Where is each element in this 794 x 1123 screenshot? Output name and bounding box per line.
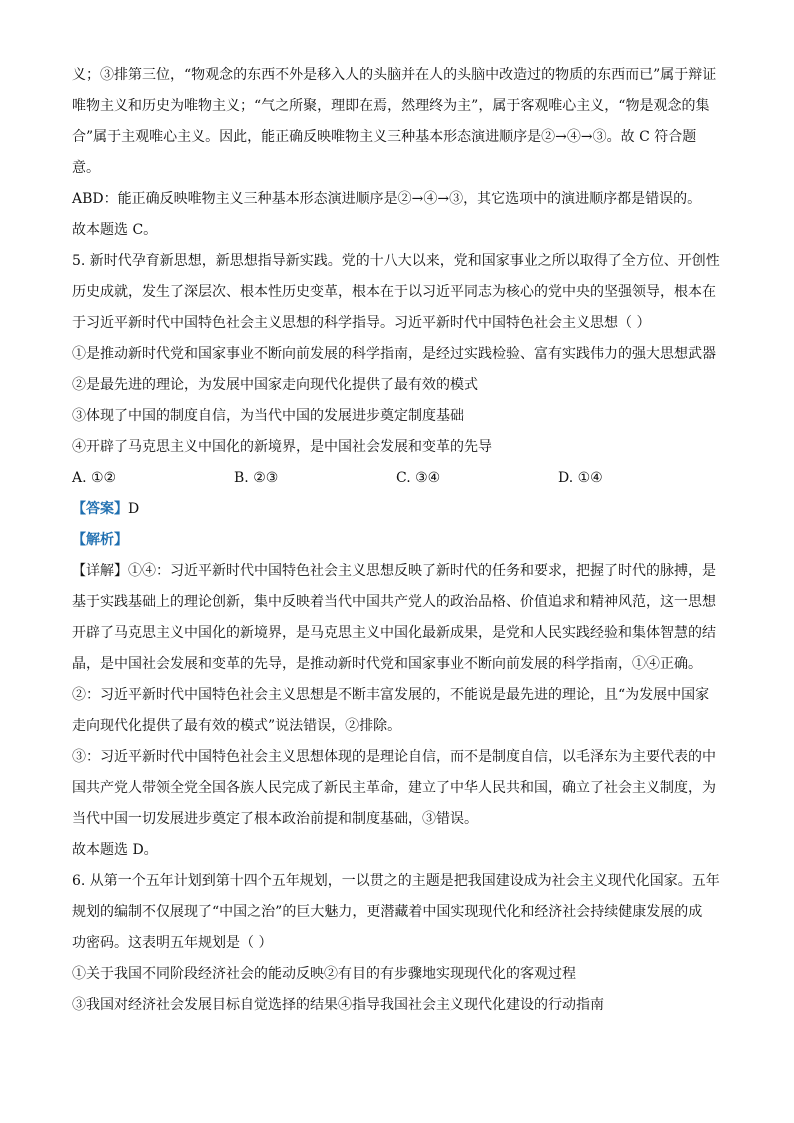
detail-text: ①④：习近平新时代中国特色社会主义思想反映了新时代的任务和要求，把握了时代的脉搏，是 — [128, 563, 716, 579]
detail-text: ②：习近平新时代中国特色社会主义思想是不断丰富发展的，不能说是最先进的理论，且“为发展中国家 — [72, 687, 710, 703]
detail-text: 故本题选 D。 — [72, 842, 158, 858]
answer-line — [72, 494, 722, 525]
question-5-item-2: ②是最先进的理论，为发展中国家走向现代化提供了最有效的模式 — [72, 377, 478, 393]
option-a: A. ①② — [72, 470, 117, 486]
detail-line — [72, 556, 722, 587]
text-line: 义；③排第三位，“物观念的东西不外是移入人的头脑并在人的头脑中改造过的物质的东西而已”属于辩证 — [72, 67, 717, 83]
detail-text: 国共产党人带领全党全国各族人民完成了新民主革命，建立了中华人民共和国，确立了社会主义制度，为 — [72, 780, 716, 796]
question-5-stem: 于习近平新时代中国特色社会主义思想的科学指导。习近平新时代中国特色社会主义思想（ ） — [72, 315, 651, 331]
question-6-items-1-2: ①关于我国不同阶段经济社会的能动反映②有目的有步骤地实现现代化的客观过程 — [72, 966, 576, 982]
option-d: D. ①④ — [558, 470, 603, 486]
option-c: C. ③④ — [396, 470, 441, 486]
question-6-stem: 功密码。这表明五年规划是（ ） — [72, 935, 273, 951]
detail-text: 开辟了马克思主义中国化的新境界，是马克思主义中国化最新成果，是党和人民实践经验和集体智慧的结 — [72, 625, 716, 641]
question-5-stem: 历史成就，发生了深层次、根本性历史变革，根本在于以习近平同志为核心的党中央的坚强领导，根本在 — [72, 284, 716, 300]
detail-text: 走向现代化提供了最有效的模式”说法错误，②排除。 — [72, 718, 402, 734]
question-5-item-1: ①是推动新时代党和国家事业不断向前发展的科学指南，是经过实践检验、富有实践伟力的强大思想武器 — [72, 346, 716, 362]
detail-tag: 【详解】 — [72, 563, 128, 579]
detail-text: 当代中国一切发展进步奠定了根本政治前提和制度基础，③错误。 — [72, 811, 478, 827]
question-6-stem: 规划的编制不仅展现了“中国之治”的巨大魅力，更潜藏着中国实现现代化和经济社会持续健康发展的成 — [72, 904, 703, 920]
option-b: B. ②③ — [234, 470, 279, 486]
text-line: ABD：能正确反映唯物主义三种基本形态演进顺序是②→④→③，其它选项中的演进顺序都是错误的。 — [72, 191, 702, 207]
document-page — [72, 60, 722, 1021]
text-line: 唯物主义和历史为唯物主义；“气之所聚，理即在焉，然理终为主”，属于客观唯心主义，“物是观念的集 — [72, 98, 710, 114]
answer-tag: 【答案】 — [72, 501, 128, 517]
detail-text: ③：习近平新时代中国特色社会主义思想体现的是理论自信，而不是制度自信，以毛泽东为主要代表的中 — [72, 749, 716, 765]
answer-value: D — [128, 501, 140, 517]
text-line: 合”属于主观唯心主义。因此，能正确反映唯物主义三种基本形态演进顺序是②→④→③。故 C 符合题 — [72, 129, 697, 145]
question-6-stem: 6. 从第一个五年计划到第十四个五年规划，一以贯之的主题是把我国建设成为社会主义现代化国家。五年 — [72, 873, 720, 889]
analysis-line — [72, 525, 722, 556]
question-6-items-3-4: ③我国对经济社会发展目标自觉选择的结果④指导我国社会主义现代化建设的行动指南 — [72, 997, 604, 1013]
question-5-stem: 5. 新时代孕育新思想，新思想指导新实践。党的十八大以来，党和国家事业之所以取得了全方位、开创性 — [72, 253, 720, 269]
detail-text: 基于实践基础上的理论创新，集中反映着当代中国共产党人的政治品格、价值追求和精神风范，这一思想 — [72, 594, 716, 610]
detail-text: 晶，是中国社会发展和变革的先导，是推动新时代党和国家事业不断向前发展的科学指南，①④正确。 — [72, 656, 702, 672]
text-line: 意。 — [72, 160, 100, 176]
question-5-item-4: ④开辟了马克思主义中国化的新境界，是中国社会发展和变革的先导 — [72, 439, 492, 455]
question-5-options — [72, 463, 722, 494]
text-line: 故本题选 C。 — [72, 222, 158, 238]
analysis-tag: 【解析】 — [72, 532, 128, 548]
question-5-item-3: ③体现了中国的制度自信，为当代中国的发展进步奠定制度基础 — [72, 408, 464, 424]
